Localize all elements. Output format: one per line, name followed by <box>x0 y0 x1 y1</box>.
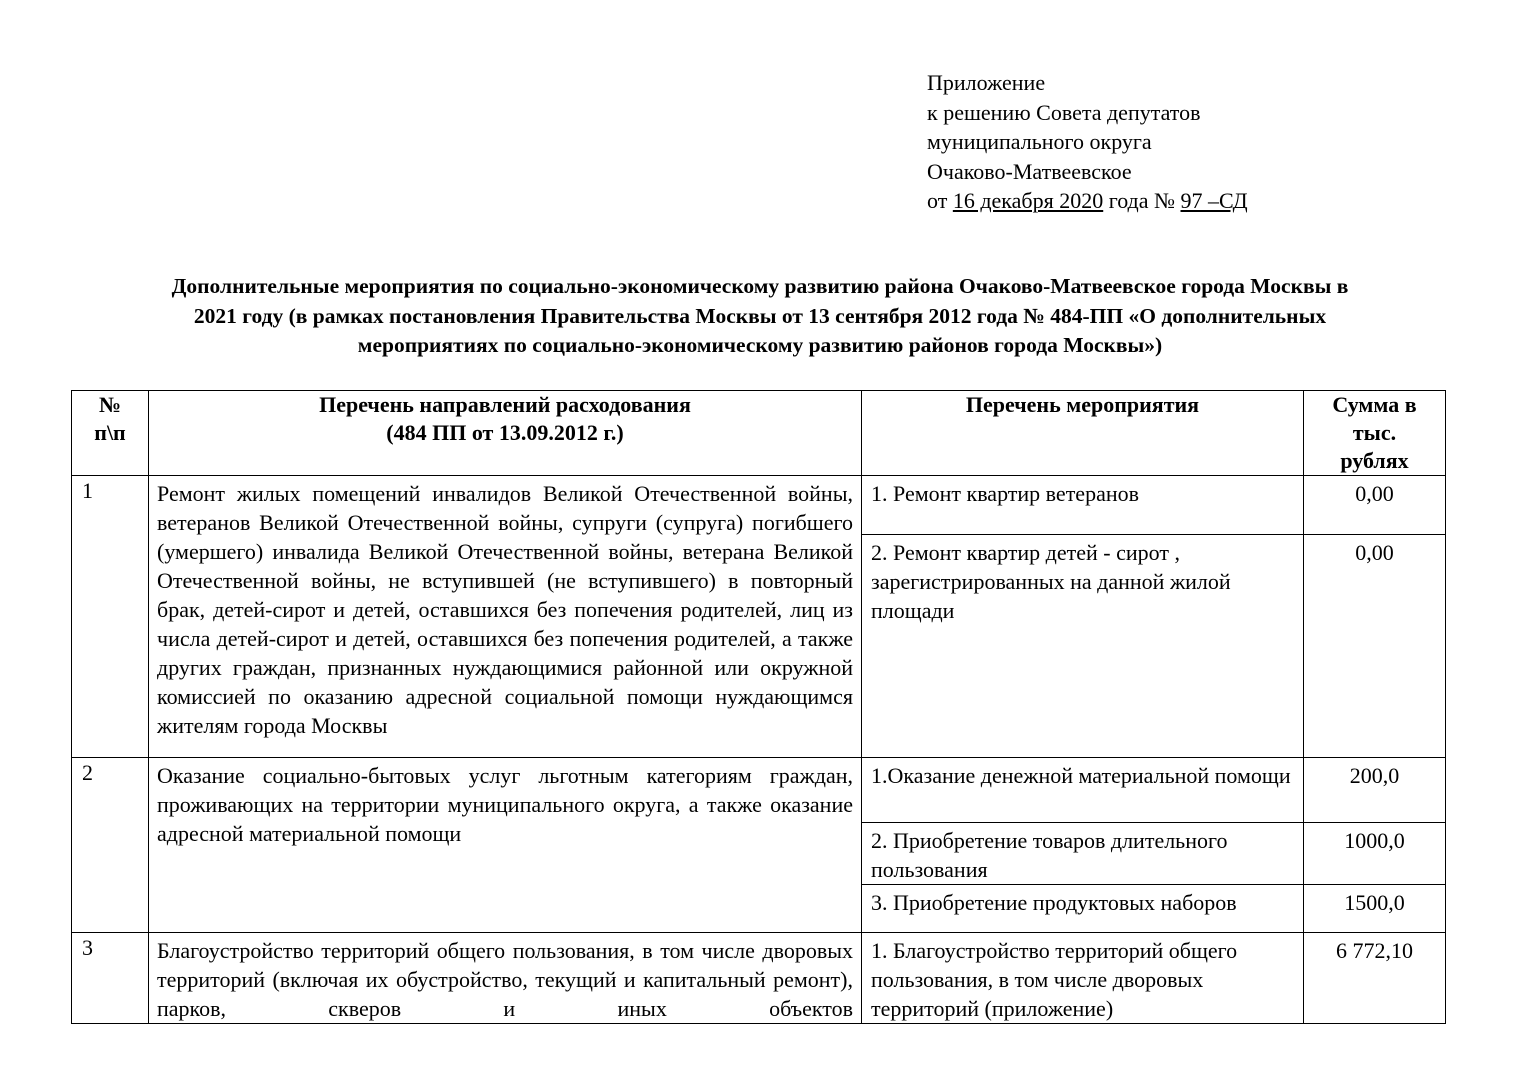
appendix-line: Очаково-Матвеевское <box>927 158 1132 184</box>
number-prefix: года № <box>1103 188 1181 213</box>
decision-date: 16 декабря 2020 <box>952 188 1104 213</box>
appendix-date-line <box>927 186 1248 216</box>
appendix-block <box>927 68 1248 216</box>
row-direction: Оказание социально-бытовых услуг льготным категориям граждан, проживающих на территории муниципального округа, а также оказание адресной материальной помощи <box>149 758 862 933</box>
event-name: 1. Благоустройство территорий общего пользования, в том числе дворовых территорий (приложение) <box>862 933 1304 1024</box>
document-title <box>50 272 1470 361</box>
header-num: № п\п <box>72 391 149 476</box>
table-header-row <box>72 391 1446 476</box>
title-line: 2021 году (в рамках постановления Правительства Москвы от 13 сентября 2012 года № 484-ПП «О дополнительных <box>193 303 1327 328</box>
event-name: 1. Ремонт квартир ветеранов <box>862 476 1304 535</box>
date-prefix: от <box>927 188 953 213</box>
event-sum: 1000,0 <box>1304 823 1446 885</box>
event-name: 2. Ремонт квартир детей - сирот , зарегистрированных на данной жилой площади <box>862 535 1304 758</box>
event-sum: 1500,0 <box>1304 885 1446 933</box>
title-line: мероприятиях по социально-экономическому развитию районов города Москвы») <box>357 333 1163 357</box>
decision-number: 97 –СД <box>1180 188 1248 213</box>
row-direction: Ремонт жилых помещений инвалидов Великой Отечественной войны, ветеранов Великой Отечественной войны, супруги (супруга) погибшего (умершего) инвалида Великой Отечественной войны, ветерана Великой Отечественной войны, не вступившей (не вступившего) в повторный брак, детей-сирот и детей, оставшихся без попечения родителей, лиц из числа детей-сирот и детей, оставшихся без попечения родителей, а также других граждан, признанных нуждающимися районной или окружной комиссией по оказанию адресной социальной помощи нуждающимся жителям города Москвы <box>149 476 862 758</box>
header-direction: Перечень направлений расходования (484 ПП от 13.09.2012 г.) <box>149 391 862 476</box>
event-name: 2. Приобретение товаров длительного пользования <box>862 823 1304 885</box>
table-row <box>72 758 1446 823</box>
row-num: 2 <box>72 758 149 933</box>
header-events: Перечень мероприятия <box>862 391 1304 476</box>
event-name: 3. Приобретение продуктовых наборов <box>862 885 1304 933</box>
table-row <box>72 933 1446 1024</box>
row-num: 3 <box>72 933 149 1024</box>
row-num: 1 <box>72 476 149 758</box>
title-line: Дополнительные мероприятия по социально-экономическому развитию района Очаково-Матвеевское города Москвы в <box>171 274 1349 298</box>
event-sum: 200,0 <box>1304 758 1446 823</box>
event-sum: 6 772,10 <box>1304 933 1446 1024</box>
appendix-line: к решению Совета депутатов <box>927 99 1201 125</box>
header-sum: Сумма в тыс. рублях <box>1304 391 1446 476</box>
events-table <box>71 390 1446 1024</box>
event-sum: 0,00 <box>1304 476 1446 535</box>
appendix-line: Приложение <box>927 70 1046 95</box>
event-sum: 0,00 <box>1304 535 1446 758</box>
row-direction: Благоустройство территорий общего пользования, в том числе дворовых территорий (включая их обустройство, текущий и капитальный ремонт), парков, скверов и иных объектов <box>149 933 862 1024</box>
table-row <box>72 476 1446 535</box>
event-name: 1.Оказание денежной материальной помощи <box>862 758 1304 823</box>
appendix-line: муниципального округа <box>927 129 1152 154</box>
